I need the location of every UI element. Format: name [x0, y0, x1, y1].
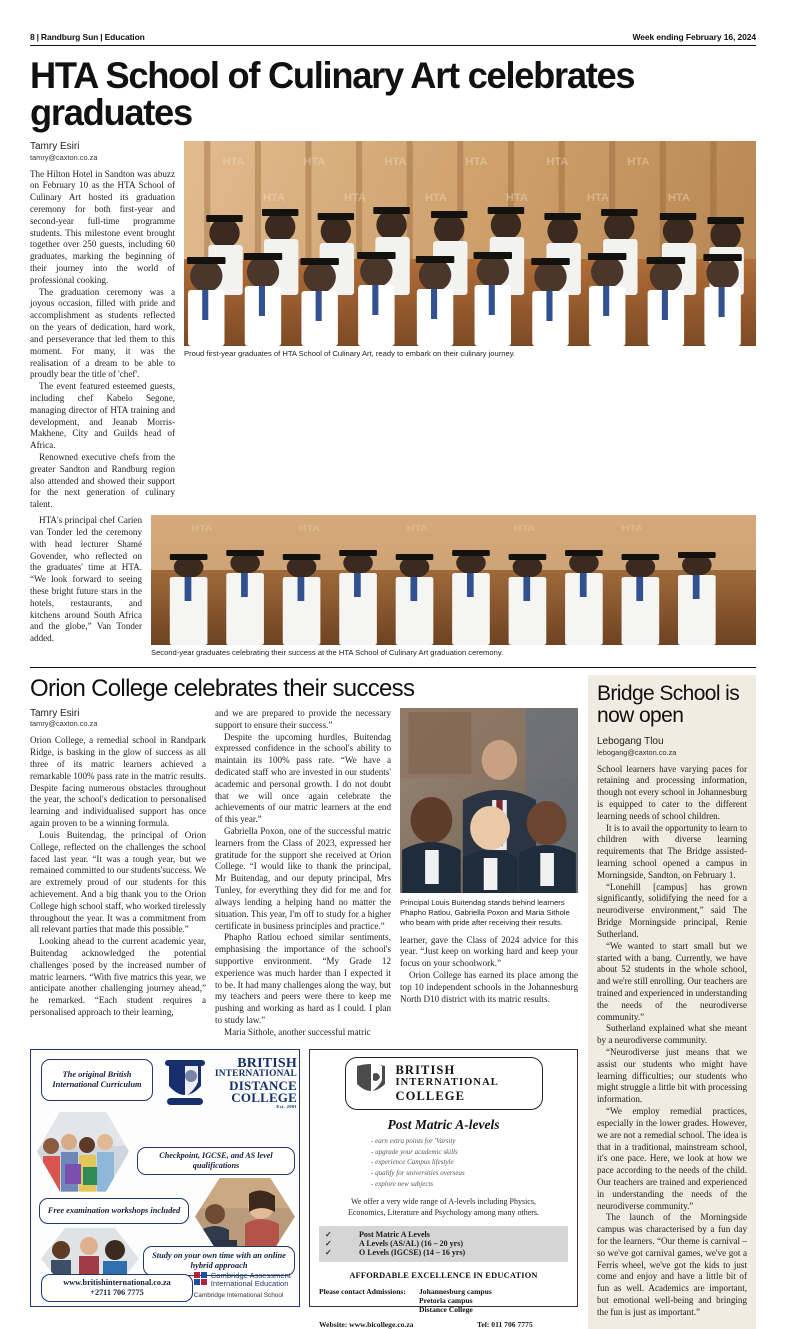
story1-byline-name: Tamry Esiri — [30, 141, 80, 152]
bid-pill-qualifications: Checkpoint, IGCSE, and AS level qualifications — [137, 1147, 295, 1175]
bic-crest-icon — [354, 1062, 388, 1105]
story2-paragraph: and we are prepared to provide the necessary support to ensure their success.” — [215, 707, 391, 730]
story3-paragraph: It is to avail the opportunity to learn to children with diverse learning requirements that The Bridge assisted-learning school opened a campus in Morningside, Sandton, on February 1. — [597, 822, 747, 880]
story3-sidebar — [588, 675, 756, 1329]
story1-photo-second-year-graduates — [151, 515, 756, 645]
bid-logo-line4: COLLEGE — [231, 1090, 297, 1106]
story1-photo2-wrapper — [151, 515, 756, 658]
section-divider — [30, 667, 756, 668]
cambridge-line1: Cambridge Assessment — [210, 1270, 291, 1280]
story2 — [30, 675, 578, 1329]
story2-columns — [30, 708, 578, 1039]
story2-paragraph: Maria Sithole, another successful matric — [224, 1026, 371, 1037]
advertisements — [30, 1049, 578, 1329]
bic-bullet: - explore new subjects — [371, 1180, 434, 1189]
lower-section — [30, 675, 756, 1329]
story3-paragraph: The launch of the Morningside campus was characterised by a fun day for the learners. “Our theme is carnival – so we've got carnival games, we've got a Ferris wheel, we've got the kids to just come and enjoy and have a little bit of fun as well. Academics are important, but emotional well-being and bringing the fun is just as important.” — [597, 1212, 747, 1317]
story1-media-column — [184, 141, 756, 511]
story2-headline: Orion College celebrates their success — [30, 674, 415, 702]
bic-offer-line1: We offer a very wide range of A-levels including Physics, — [351, 1196, 536, 1206]
story2-photo-orion-learners — [400, 708, 578, 893]
bic-checklist — [319, 1226, 568, 1262]
masthead-separator-2: | — [100, 32, 103, 42]
story1-continued-text — [30, 515, 142, 658]
svg-text:HTA: HTA — [222, 156, 245, 168]
svg-text:HTA: HTA — [627, 156, 650, 168]
story3-paragraph: “We employ remedial practices, especially in the lower grades. However, we are not a remedial school. The idea is that in a traditional, mainstream school, it's one pace. Here, we look at how we pace according to the needs of the child. Our teachers are trained and experienced in understanding the needs of the neurodiverse community.” — [597, 1106, 747, 1211]
story2-column-3 — [400, 708, 578, 1039]
bic-offer — [319, 1197, 568, 1219]
story2-caption: Principal Louis Buitendag stands behind learners Phapho Ratlou, Gabriella Poxon and Maria Sithole who beam with pride after receiving their results. — [400, 897, 570, 927]
story2-paragraph: Looking ahead to the current academic year, Buitendag acknowledged the potential challenges posed by the increased number of matric learners. “With five matrics this year, we anticipate another challenging journey ahead,” he remarked. “Each student requires a personalised approach to their learning, — [30, 936, 206, 1018]
story1-paragraph: The event featured esteemed guests, including chef Kabelo Segone, managing director of HTA training and development, and Jeanab Morris-Makhene, City and Guilds head of Africa. — [30, 381, 175, 451]
story2-paragraph: learner, gave the Class of 2024 advice for this year. “Just keep on working hard and keep your focus on your schoolwork.” — [400, 934, 578, 969]
bic-web-row[interactable] — [319, 1320, 568, 1329]
check-icon: ✓ — [325, 1248, 332, 1258]
check-icon: ✓ — [325, 1239, 332, 1249]
bid-photo-students-group — [37, 1112, 129, 1192]
bic-contact-spacer — [319, 1305, 419, 1314]
bid-phone[interactable]: +2711 706 7775 — [90, 1287, 144, 1297]
story2-paragraph: Phapho Ratlou echoed similar sentiments, emphasising the importance of the school's supportive environment. “My Grade 12 experience was much harder than I expected it to be. It had many challenges along the way, but my teachers and peers were there to keep me pushing and working as hard as I could. I plan to study law.” — [215, 932, 391, 1026]
svg-text:HTA: HTA — [546, 156, 569, 168]
publication-name: Randburg Sun — [40, 32, 99, 42]
bid-logo-line2: INTERNATIONAL — [214, 1069, 297, 1080]
svg-text:HTA: HTA — [343, 192, 366, 204]
svg-text:HTA: HTA — [191, 524, 213, 534]
bid-logo-est: Est. 2001 — [276, 1104, 297, 1110]
bid-photo-library-student — [195, 1178, 295, 1256]
svg-text:HTA: HTA — [465, 156, 488, 168]
bid-pill-curriculum: The original British International Curriculum — [41, 1059, 153, 1101]
bid-cambridge-accreditation — [194, 1272, 291, 1299]
story3-paragraph: “Neurodiverse just means that we assist our students who might have learning difficulties; our students who might struggle a little bit with processing information. — [597, 1047, 747, 1105]
story1-caption-2: Second-year graduates celebrating their success at the HTA School of Culinary Art graduation ceremony. — [151, 648, 504, 658]
svg-text:HTA: HTA — [298, 524, 321, 534]
issue-date: Week ending February 16, 2024 — [632, 32, 756, 42]
bid-pill-hybrid: Study on your own time with an online hybrid approach — [143, 1246, 295, 1276]
story1-lower — [30, 515, 756, 658]
story1-paragraph: The graduation ceremony was a joyous occasion, filled with pride and accomplishment as students reflected on the years of dedication, hard work, and perseverance that led them to this moment. For many, it was the realisation of a dream to be able to proudly bear the title of 'chef'. — [30, 286, 175, 380]
page-number: 8 — [30, 32, 35, 42]
bic-check-row — [325, 1248, 562, 1257]
bic-contact-spacer — [319, 1296, 419, 1305]
bic-campus: Distance College — [419, 1305, 473, 1315]
story1-photo-first-year-graduates — [184, 141, 756, 346]
bic-check-label: Post Matric A Levels — [359, 1230, 430, 1240]
story2-column-1 — [30, 708, 206, 1039]
svg-text:HTA: HTA — [514, 524, 536, 534]
bid-logo-line3: DISTANCE — [229, 1077, 297, 1093]
masthead — [30, 0, 756, 46]
cambridge-shield-icon — [194, 1272, 207, 1290]
bic-heading: Post Matric A-levels — [387, 1116, 500, 1132]
bic-bullets — [319, 1136, 568, 1190]
story2-paragraph: Orion College, a remedial school in Randpark Ridge, is basking in the glow of success as all three of its matric learners achieved a remarkable 100% pass rate in the matric results. Despite facing numerous obstacles throughout the year, the school's dedication to personalised learning and individualised support has once again proven to be a winning formula. — [30, 735, 206, 829]
bic-contact-row — [319, 1305, 568, 1314]
section-name: Education — [104, 32, 145, 42]
svg-text:HTA: HTA — [586, 192, 609, 204]
masthead-separator-1: | — [36, 32, 39, 42]
story2-paragraph: Despite the upcoming hurdles, Buitendag expressed confidence in the school's ability to maintain its 100% pass rate. “We have a dedicated staff who are invested in our students' academic and personal growth. I do not doubt that we will once again celebrate the achievements of our matric learners at the end of this year.” — [215, 731, 391, 825]
ad-british-international-college[interactable] — [309, 1049, 578, 1329]
bic-bullet: - earn extra points for 'Varsity — [371, 1136, 456, 1145]
svg-text:HTA: HTA — [384, 156, 407, 168]
masthead-left — [30, 32, 145, 42]
story1-body — [30, 169, 175, 512]
bid-website[interactable]: www.britishinternational.co.za — [63, 1278, 171, 1288]
bid-crest-icon — [161, 1056, 209, 1112]
story2-paragraph: Louis Buitendag, the principal of Orion College, reflected on the challenges the school faced last year. “It was a tough year, but we remained committed to our students'success. We are extremely proud of our students for this achievement. And a big thank you to the Orion College high school staff, who worked tirelessly throughout the year. It was a commitment from all relevant parties that made this possible.” — [30, 829, 207, 935]
story3-paragraph: “Lonehill [campus] has grown significantly, solidifying the need for a neurodiverse environment,” said The Bridge Morningside principal, Renie Sutherland. — [597, 881, 747, 939]
bic-bullet: - qualify for universities overseas — [371, 1169, 465, 1178]
story1-paragraph: Renowned executive chefs from the greater Sandton and Randburg region also attended and showed their support for the next generation of culinary talent. — [30, 452, 175, 510]
bic-campus: Pretoria campus — [419, 1296, 473, 1306]
svg-text:HTA: HTA — [303, 156, 326, 168]
story2-column-2 — [215, 708, 391, 1039]
bic-check-label: O Levels (IGCSE) (14 – 16 yrs) — [359, 1248, 466, 1258]
story3-byline-email: lebogang@caxton.co.za — [597, 747, 677, 757]
bic-bullet: - experience Campus lifestyle — [371, 1158, 454, 1167]
bid-contact-box[interactable] — [41, 1274, 193, 1302]
story1-paragraph: The Hilton Hotel in Sandton was abuzz on February 10 as the HTA School of Culinary Art hosted its graduation ceremony for both first-year and second-year full-time programme students. This milestone event brought together over 250 guests, including 60 graduates, marking the beginning of their journey into the world of professional cooking. — [30, 168, 175, 285]
bid-logo-text — [211, 1057, 297, 1110]
story3-paragraph: “We wanted to start small but we started with a bang. Currently, we have about 52 students in the whole school, and we're still enrolling. Our teachers are trained and experienced in understanding the needs of the neurodiverse community.” — [597, 940, 747, 1022]
story2-byline-name: Tamry Esiri — [30, 707, 80, 719]
cambridge-line3: Cambridge International School — [193, 1291, 284, 1299]
bic-bullet: - upgrade your academic skills — [371, 1147, 458, 1156]
bid-logo-line1: BRITISH — [237, 1055, 297, 1071]
story2-paragraph: Orion College has earned its place among the top 10 independent schools in the Johannesburg North D10 district with its matric results. — [400, 969, 578, 1004]
bic-check-row — [325, 1239, 562, 1248]
check-icon: ✓ — [325, 1230, 332, 1240]
svg-text:HTA: HTA — [667, 192, 690, 204]
story1-text-column — [30, 141, 175, 511]
bic-logo-line2: INTERNATIONAL — [395, 1077, 499, 1089]
story3-headline: Bridge School is now open — [597, 681, 740, 727]
bic-check-label: A Levels (AS/AL) (16 – 20 yrs) — [359, 1239, 463, 1249]
bic-logo — [345, 1057, 543, 1110]
story1-byline-email: tamry@caxton.co.za — [30, 152, 98, 162]
story2-paragraph: Gabriella Poxon, one of the successful matric learners from the Class of 2023, expressed her gratitude for the support she received at Orion College. “I would like to thank the principal, Mr Buitendag, and our deputy principal, Mrs Tunley, for everything they did for me and for always lending a helping hand no matter the situation. This year, I'm off to study for a higher certificate in business principles and practice.” — [215, 826, 391, 931]
story2-byline-email: tamry@caxton.co.za — [30, 719, 98, 729]
story3-body — [597, 764, 747, 1319]
svg-text:HTA: HTA — [621, 524, 643, 534]
story1-headline: HTA School of Culinary Art celebrates graduates — [30, 55, 635, 133]
story3-byline-name: Lebogang Tlou — [597, 736, 664, 748]
bic-campus: Johannesburg campus — [419, 1287, 492, 1297]
svg-text:HTA: HTA — [406, 524, 428, 534]
ad-british-international-distance-college[interactable] — [30, 1049, 300, 1307]
story1 — [30, 141, 756, 511]
bic-contact-row — [319, 1296, 568, 1305]
bic-check-row — [325, 1230, 562, 1239]
bic-telephone[interactable]: Tel: 011 706 7775 — [477, 1320, 533, 1329]
story3-paragraph: School learners have varying paces for retaining and processing information, though not every school in Johannesburg is equipped to cater to the different learning needs of school children. — [597, 763, 747, 821]
bic-website[interactable]: Website: www.bicollege.co.za — [319, 1320, 414, 1329]
svg-text:HTA: HTA — [424, 192, 447, 204]
story1-paragraph-continued: HTA's principal chef Carien van Tonder led the ceremony with head lecturer Shamé Govender, who reflected on the graduates' time at HTA. “We look forward to seeing these bright future stars in the hotels, restaurants, and kitchens around South Africa and the globe,” Van Tonder added. — [30, 515, 142, 644]
bic-offer-line2: Economics, Literature and Psychology among many others. — [347, 1207, 540, 1217]
bid-pill-workshops: Free examination workshops included — [39, 1198, 189, 1224]
cambridge-line2: International Education — [210, 1279, 289, 1289]
story3-paragraph: Sutherland explained what she meant by a neurodiverse community. — [597, 1023, 747, 1046]
svg-text:HTA: HTA — [262, 192, 285, 204]
bic-tagline: AFFORDABLE EXCELLENCE IN EDUCATION — [349, 1271, 538, 1281]
bic-logo-line3: COLLEGE — [395, 1089, 466, 1104]
bic-contact-label: Please contact Admissions: — [319, 1287, 406, 1297]
bic-contact-row — [319, 1287, 568, 1296]
bic-contact — [319, 1287, 568, 1314]
svg-text:HTA: HTA — [505, 192, 528, 204]
bic-logo-line1: BRITISH — [395, 1063, 456, 1078]
story1-caption-1: Proud first-year graduates of HTA School of Culinary Art, ready to embark on their culinary journey. — [184, 349, 516, 358]
